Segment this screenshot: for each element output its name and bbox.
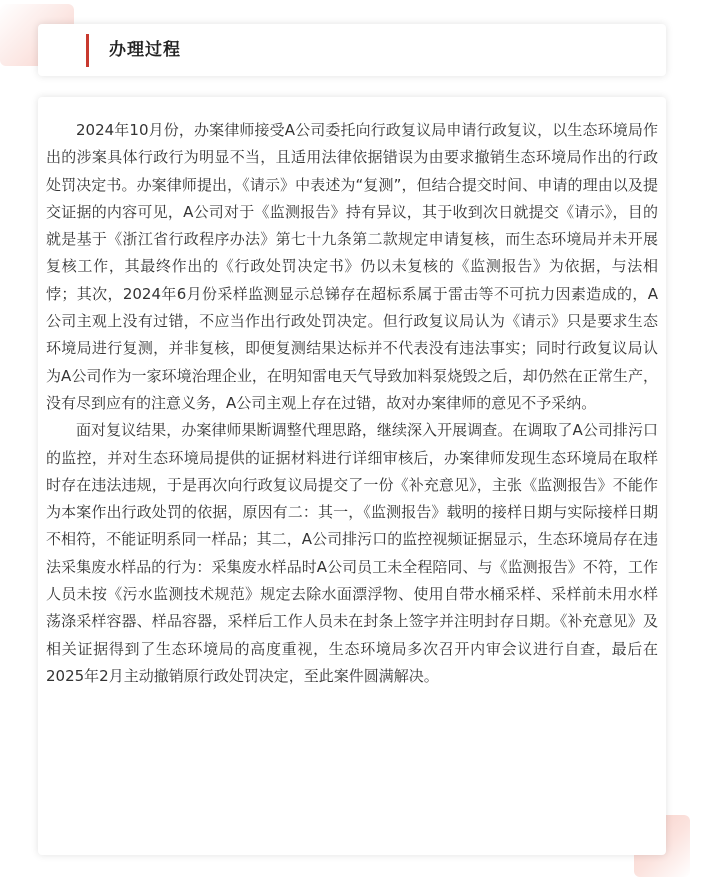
content-card <box>38 97 666 855</box>
title-accent-bar <box>86 34 89 67</box>
section-title: 办理过程 <box>109 40 181 60</box>
paragraph-1: 2024年10月份，办案律师接受A公司委托向行政复议局申请行政复议，以生态环境局作出的涉案具体行政行为明显不当，且适用法律依据错误为由要求撤销生态环境局作出的行政处罚决定书。办案律师提出，《请示》中表述为“复测”，但结合提交时间、申请的理由以及提交证据的内容可见，A公司对于《监测报告》持有异议，其于收到次日就提交《请示》，目的就是基于《浙江省行政程序办法》第七十九条第二款规定申请复核，而生态环境局并未开展复核工作，其最终作出的《行政处罚决定书》仍以未复核的《监测报告》为依据，与法相悖；其次，2024年6月份采样监测显示总锑存在超标系属于雷击等不可抗力因素造成的，A公司主观上没有过错，不应当作出行政处罚决定。但行政复议局认为《请示》只是要求生态环境局进行复测，并非复核，即便复测结果达标并不代表没有违法事实；同时行政复议局认为A公司作为一家环境治理企业，在明知雷电天气导致加料泵烧毁之后，却仍然在正常生产，没有尽到应有的注意义务，A公司主观上存在过错，故对办案律师的意见不予采纳。 <box>46 121 658 412</box>
article-body <box>46 117 658 690</box>
paragraph-2: 面对复议结果，办案律师果断调整代理思路，继续深入开展调查。在调取了A公司排污口的监控，并对生态环境局提供的证据材料进行详细审核后，办案律师发现生态环境局在取样时存在违法违规，于是再次向行政复议局提交了一份《补充意见》，主张《监测报告》不能作为本案作出行政处罚的依据，原因有二：其一，《监测报告》载明的接样日期与实际接样日期不相符，不能证明系同一样品；其二，A公司排污口的监控视频证据显示，生态环境局存在违法采集废水样品的行为：采集废水样品时A公司员工未全程陪同、与《监测报告》不符，工作人员未按《污水监测技术规范》规定去除水面漂浮物、使用自带水桶采样、采样前未用水样荡涤采样容器、样品容器，采样后工作人员未在封条上签字并注明封存日期。《补充意见》及相关证据得到了生态环境局的高度重视，生态环境局多次召开内审会议进行自查，最后在2025年2月主动撤销原行政处罚决定，至此案件圆满解决。 <box>46 421 658 685</box>
section-header-card <box>38 24 666 76</box>
